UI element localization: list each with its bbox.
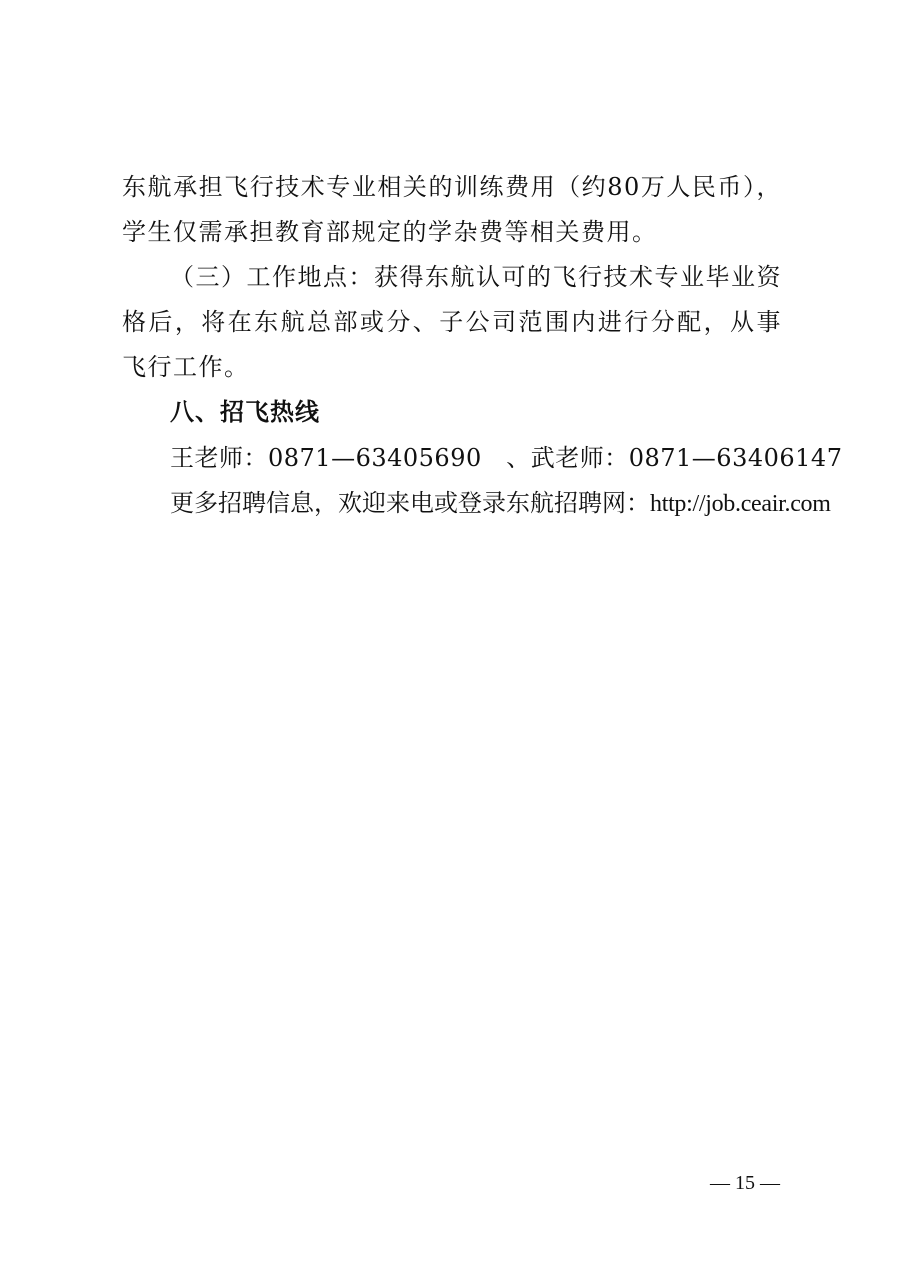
hotline-contacts: 王老师：0871—63405690 、武老师：0871—63406147 (170, 444, 843, 472)
more-info-line (170, 481, 831, 527)
page-number: — 15 — (710, 1172, 780, 1194)
section-heading-hotline: 八、招飞热线 (170, 398, 320, 426)
body-paragraph-work-location: （三）工作地点：获得东航认可的飞行技术专业毕业资格后，将在东航总部或分、子公司范围内进行分配，从事飞行工作。 (122, 263, 782, 381)
more-info-label: 更多招聘信息，欢迎来电或登录东航招聘网： (170, 489, 650, 517)
body-paragraph-training-fees: 东航承担飞行技术专业相关的训练费用（约80万人民币），学生仅需承担教育部规定的学杂费等相关费用。 (122, 173, 782, 246)
website-link[interactable]: http://job.ceair.com (650, 491, 831, 517)
